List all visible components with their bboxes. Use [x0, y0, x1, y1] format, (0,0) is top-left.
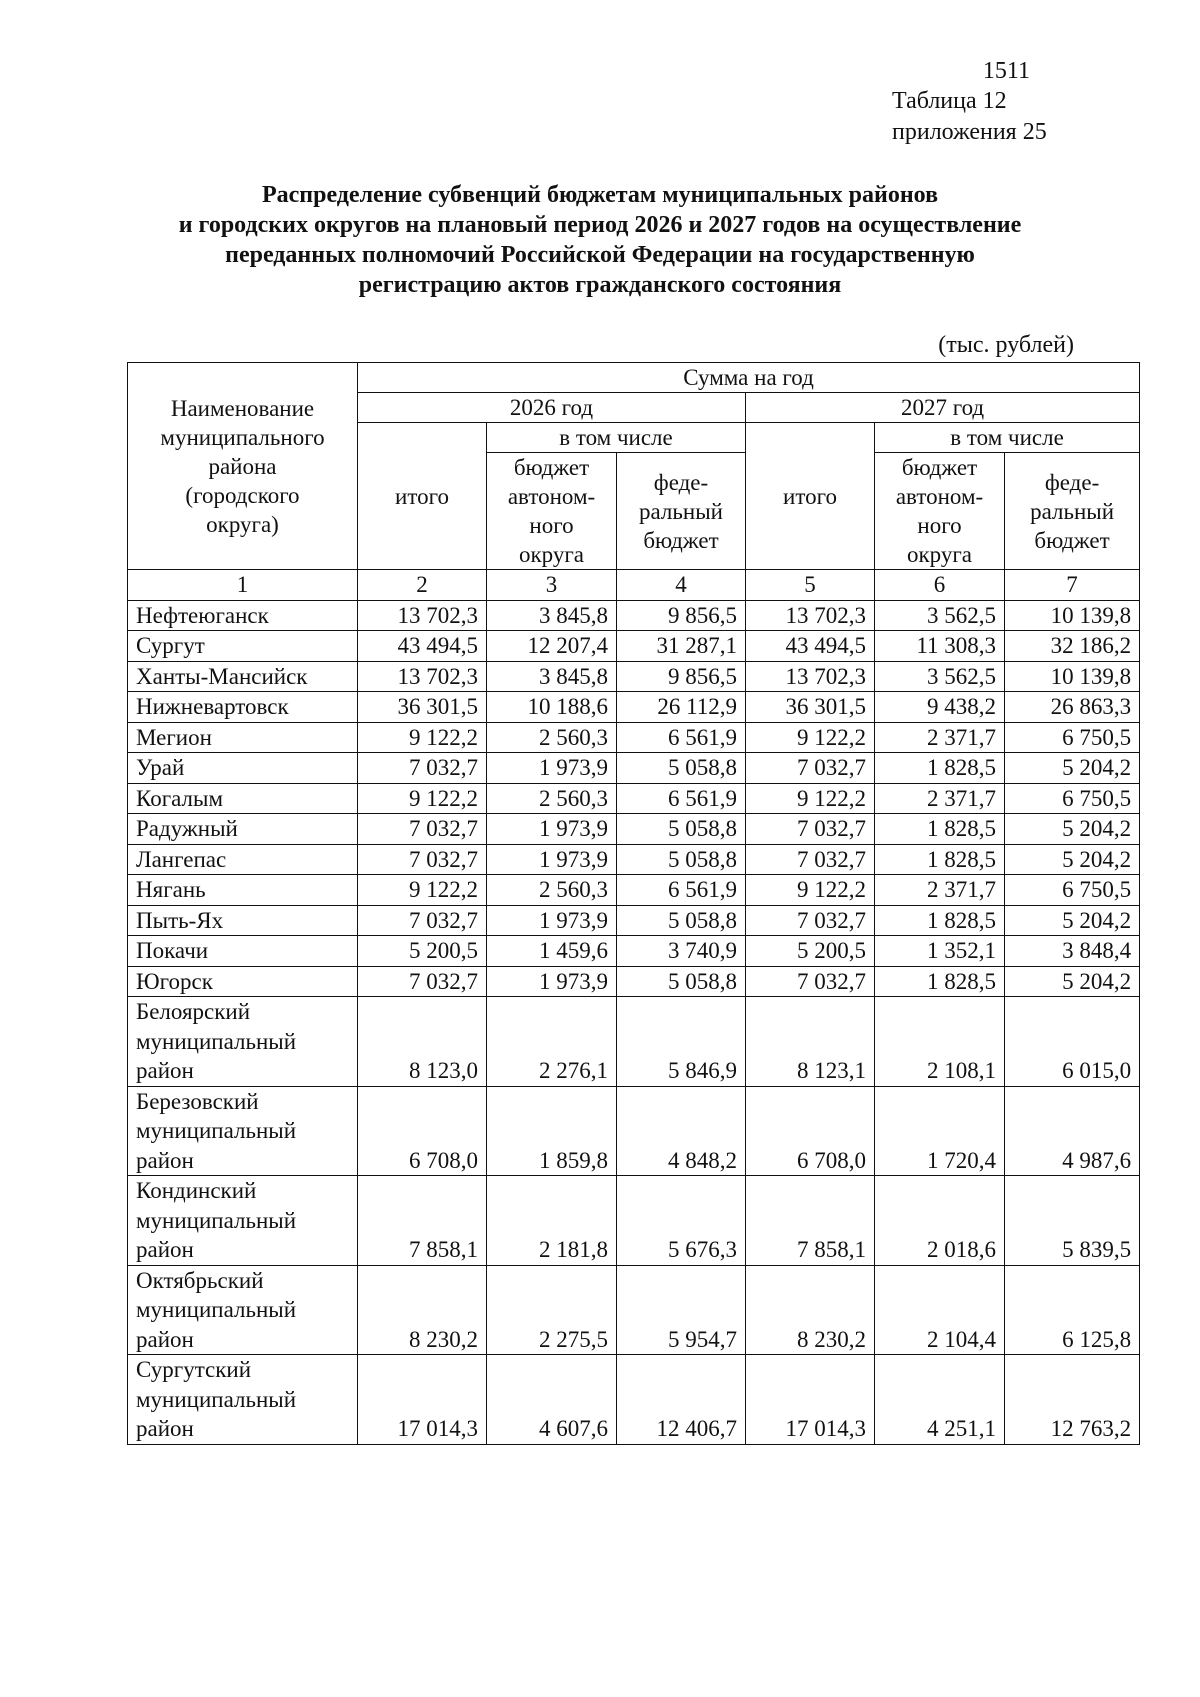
municipality-name: [128, 722, 358, 753]
value-cell: 2 560,3: [487, 783, 617, 814]
municipality-name-line: Когалым: [136, 785, 224, 811]
table-row: [128, 1086, 1140, 1176]
value-cell: 5 204,2: [1005, 905, 1140, 936]
value-cell: 13 702,3: [746, 600, 875, 631]
column-number: 7: [1005, 570, 1140, 601]
value-cell: 43 494,5: [358, 631, 487, 662]
value-cell: 2 560,3: [487, 875, 617, 906]
value-cell: 6 015,0: [1005, 997, 1140, 1087]
municipality-name: [128, 1265, 358, 1355]
municipality-name: [128, 875, 358, 906]
value-cell: 12 763,2: [1005, 1355, 1140, 1445]
value-cell: 5 200,5: [746, 936, 875, 967]
value-cell: 17 014,3: [358, 1355, 487, 1445]
municipality-name: [128, 905, 358, 936]
column-number: 6: [875, 570, 1005, 601]
value-cell: 1 828,5: [875, 966, 1005, 997]
municipality-name-line: муниципальный: [136, 1297, 297, 1322]
value-cell: 1 828,5: [875, 753, 1005, 784]
value-cell: 6 561,9: [617, 875, 746, 906]
value-cell: 26 112,9: [617, 692, 746, 723]
municipality-name-line: район: [136, 1147, 194, 1173]
municipality-name: [128, 600, 358, 631]
column-number: 3: [487, 570, 617, 601]
municipality-name: [128, 814, 358, 845]
municipality-name: [128, 997, 358, 1087]
value-cell: 6 561,9: [617, 722, 746, 753]
value-cell: 1 720,4: [875, 1086, 1005, 1176]
table-row: [128, 1265, 1140, 1355]
header-line: феде-: [1044, 469, 1100, 495]
municipality-name-line: Пыть-Ях: [136, 907, 224, 933]
value-cell: 2 108,1: [875, 997, 1005, 1087]
municipality-name-line: Нягань: [136, 877, 206, 902]
value-cell: 9 122,2: [358, 783, 487, 814]
value-cell: 1 828,5: [875, 905, 1005, 936]
value-cell: 6 561,9: [617, 783, 746, 814]
header-total-2027: итого: [746, 423, 875, 570]
header-sum-per-year: Сумма на год: [358, 363, 1140, 393]
value-cell: 32 186,2: [1005, 631, 1140, 662]
value-cell: 1 973,9: [487, 905, 617, 936]
value-cell: 3 740,9: [617, 936, 746, 967]
value-cell: 3 562,5: [875, 661, 1005, 692]
table-row: [128, 661, 1140, 692]
header-year-2026: 2026 год: [358, 393, 746, 423]
value-cell: 5 204,2: [1005, 753, 1140, 784]
value-cell: 5 058,8: [617, 814, 746, 845]
municipality-name-line: Октябрьский: [136, 1267, 264, 1293]
title-line: и городских округов на плановый период 2026 и 2027 годов на осуществление: [178, 212, 1022, 238]
table-row: [128, 600, 1140, 631]
header-line: ральный: [639, 498, 723, 524]
value-cell: 6 750,5: [1005, 783, 1140, 814]
municipality-name-line: муниципальный: [136, 1118, 297, 1143]
value-cell: 11 308,3: [875, 631, 1005, 662]
value-cell: 12 406,7: [617, 1355, 746, 1445]
table-row: [128, 966, 1140, 997]
value-cell: 10 188,6: [487, 692, 617, 723]
value-cell: 4 251,1: [875, 1355, 1005, 1445]
value-cell: 6 125,8: [1005, 1265, 1140, 1355]
municipality-name-line: район: [136, 1058, 194, 1083]
value-cell: 13 702,3: [358, 661, 487, 692]
value-cell: 5 058,8: [617, 844, 746, 875]
municipality-name-line: Кондинский: [136, 1178, 257, 1203]
table-row: [128, 997, 1140, 1087]
column-number: 2: [358, 570, 487, 601]
header-year-2027: 2027 год: [746, 393, 1140, 423]
value-cell: 5 058,8: [617, 905, 746, 936]
municipality-name-line: Урай: [136, 755, 185, 780]
header-federal-budget-2026: [617, 453, 746, 570]
value-cell: 7 032,7: [746, 844, 875, 875]
column-number: 1: [128, 570, 358, 601]
value-cell: 3 848,4: [1005, 936, 1140, 967]
table-row: [128, 692, 1140, 723]
table-row: [128, 905, 1140, 936]
header-line: муниципального: [160, 424, 325, 450]
municipality-name-line: Ханты-Мансийск: [136, 663, 308, 689]
value-cell: 1 973,9: [487, 814, 617, 845]
table-row: [128, 814, 1140, 845]
value-cell: 2 104,4: [875, 1265, 1005, 1355]
value-cell: 1 973,9: [487, 753, 617, 784]
column-number: 4: [617, 570, 746, 601]
page-number: 1511: [982, 58, 1030, 84]
municipality-name-line: муниципальный: [136, 1386, 297, 1412]
document-title: [130, 180, 1070, 300]
header-line: бюджет: [901, 455, 978, 480]
municipality-name-line: Радужный: [136, 816, 238, 841]
header-line: бюджет: [1034, 527, 1110, 553]
title-line: регистрацию актов гражданского состояния: [358, 272, 842, 298]
value-cell: 6 750,5: [1005, 875, 1140, 906]
municipality-name-line: Нефтеюганск: [136, 602, 269, 628]
header-federal-budget-2027: [1005, 453, 1140, 570]
value-cell: 1 352,1: [875, 936, 1005, 967]
value-cell: 13 702,3: [746, 661, 875, 692]
municipality-name: [128, 753, 358, 784]
value-cell: 8 123,1: [746, 997, 875, 1087]
municipality-name-line: Белоярский: [136, 999, 251, 1024]
municipality-name-line: Березовский: [136, 1088, 259, 1114]
value-cell: 31 287,1: [617, 631, 746, 662]
table-row: [128, 783, 1140, 814]
value-cell: 1 828,5: [875, 814, 1005, 845]
header-regional-budget-2026: [487, 453, 617, 570]
table-reference: [892, 86, 1072, 148]
header-line: района: [208, 453, 277, 479]
header-line: округа: [906, 542, 972, 567]
header-line: ного: [529, 513, 574, 538]
value-cell: 8 123,0: [358, 997, 487, 1087]
municipality-name-line: Югорск: [136, 968, 213, 994]
municipality-name-line: Покачи: [136, 938, 209, 963]
value-cell: 3 562,5: [875, 600, 1005, 631]
value-cell: 7 032,7: [358, 966, 487, 997]
value-cell: 5 954,7: [617, 1265, 746, 1355]
value-cell: 6 708,0: [358, 1086, 487, 1176]
header-line: (городского: [185, 482, 300, 508]
value-cell: 9 856,5: [617, 600, 746, 631]
municipality-name: [128, 844, 358, 875]
header-including-2026: в том числе: [487, 423, 746, 453]
value-cell: 2 560,3: [487, 722, 617, 753]
value-cell: 2 371,7: [875, 722, 1005, 753]
value-cell: 5 676,3: [617, 1176, 746, 1266]
table-ref-line: Таблица 12: [892, 88, 1007, 114]
value-cell: 36 301,5: [358, 692, 487, 723]
title-line: Распределение субвенций бюджетам муниципальных районов: [261, 182, 939, 208]
value-cell: 5 204,2: [1005, 966, 1140, 997]
header-line: округа: [518, 542, 584, 567]
value-cell: 7 032,7: [746, 814, 875, 845]
municipality-name-line: муниципальный: [136, 1207, 297, 1233]
value-cell: 26 863,3: [1005, 692, 1140, 723]
header-line: бюджет: [643, 527, 719, 553]
value-cell: 9 856,5: [617, 661, 746, 692]
value-cell: 9 122,2: [358, 722, 487, 753]
header-total-2026: итого: [358, 423, 487, 570]
value-cell: 1 973,9: [487, 966, 617, 997]
value-cell: 9 122,2: [358, 875, 487, 906]
municipality-name-line: Сургут: [136, 633, 205, 658]
value-cell: 12 207,4: [487, 631, 617, 662]
value-cell: 10 139,8: [1005, 661, 1140, 692]
value-cell: 17 014,3: [746, 1355, 875, 1445]
value-cell: 9 122,2: [746, 783, 875, 814]
municipality-name: [128, 936, 358, 967]
value-cell: 2 371,7: [875, 783, 1005, 814]
value-cell: 1 459,6: [487, 936, 617, 967]
table-row: [128, 631, 1140, 662]
value-cell: 9 438,2: [875, 692, 1005, 723]
header-regional-budget-2027: [875, 453, 1005, 570]
header-including-2027: в том числе: [875, 423, 1140, 453]
table-row: [128, 722, 1140, 753]
value-cell: 36 301,5: [746, 692, 875, 723]
municipality-name-line: Лангепас: [136, 846, 227, 872]
municipality-name: [128, 783, 358, 814]
units-label: (тыс. рублей): [938, 332, 1074, 358]
value-cell: 3 845,8: [487, 600, 617, 631]
value-cell: 2 018,6: [875, 1176, 1005, 1266]
municipality-name-line: Мегион: [136, 724, 212, 750]
value-cell: 7 032,7: [358, 844, 487, 875]
column-number-row: [128, 570, 1140, 601]
value-cell: 7 032,7: [746, 905, 875, 936]
header-line: ральный: [1030, 498, 1115, 524]
municipality-name-line: район: [136, 1416, 194, 1441]
header-line: ного: [917, 513, 962, 538]
value-cell: 2 181,8: [487, 1176, 617, 1266]
table-row: [128, 875, 1140, 906]
value-cell: 1 828,5: [875, 844, 1005, 875]
value-cell: 7 032,7: [358, 814, 487, 845]
value-cell: 7 032,7: [746, 753, 875, 784]
value-cell: 5 846,9: [617, 997, 746, 1087]
value-cell: 5 058,8: [617, 966, 746, 997]
municipality-name: [128, 661, 358, 692]
value-cell: 3 845,8: [487, 661, 617, 692]
header-line: бюджет: [513, 455, 590, 480]
value-cell: 7 858,1: [358, 1176, 487, 1266]
value-cell: 6 750,5: [1005, 722, 1140, 753]
municipality-name: [128, 1086, 358, 1176]
municipality-name-line: Сургутский: [136, 1357, 252, 1382]
value-cell: 4 607,6: [487, 1355, 617, 1445]
value-cell: 43 494,5: [746, 631, 875, 662]
header-line: округа): [206, 511, 279, 537]
table-row: [128, 936, 1140, 967]
value-cell: 9 122,2: [746, 875, 875, 906]
value-cell: 7 032,7: [746, 966, 875, 997]
subventions-table: [127, 362, 1140, 1445]
value-cell: 5 204,2: [1005, 814, 1140, 845]
value-cell: 9 122,2: [746, 722, 875, 753]
value-cell: 8 230,2: [746, 1265, 875, 1355]
value-cell: 4 848,2: [617, 1086, 746, 1176]
column-number: 5: [746, 570, 875, 601]
table-body: [128, 600, 1140, 1444]
value-cell: 7 032,7: [358, 753, 487, 784]
value-cell: 5 058,8: [617, 753, 746, 784]
header-line: феде-: [653, 469, 709, 495]
value-cell: 5 839,5: [1005, 1176, 1140, 1266]
header-line: Наименование: [170, 395, 315, 421]
table-row: [128, 1176, 1140, 1266]
table-row: [128, 1355, 1140, 1445]
value-cell: 8 230,2: [358, 1265, 487, 1355]
municipality-name: [128, 692, 358, 723]
value-cell: 1 859,8: [487, 1086, 617, 1176]
value-cell: 13 702,3: [358, 600, 487, 631]
table-ref-line: приложения 25: [892, 119, 1047, 145]
header-name-col: [128, 363, 358, 570]
value-cell: 7 032,7: [358, 905, 487, 936]
table-row: [128, 844, 1140, 875]
value-cell: 5 200,5: [358, 936, 487, 967]
value-cell: 4 987,6: [1005, 1086, 1140, 1176]
value-cell: 10 139,8: [1005, 600, 1140, 631]
municipality-name-line: муниципальный: [136, 1028, 297, 1054]
value-cell: 6 708,0: [746, 1086, 875, 1176]
header-line: автоном-: [507, 484, 596, 509]
municipality-name: [128, 1176, 358, 1266]
municipality-name: [128, 966, 358, 997]
title-line: переданных полномочий Российской Федерации на государственную: [225, 242, 975, 268]
value-cell: 2 275,5: [487, 1265, 617, 1355]
header-line: автоном-: [895, 484, 984, 509]
value-cell: 2 371,7: [875, 875, 1005, 906]
municipality-name: [128, 1355, 358, 1445]
municipality-name-line: Нижневартовск: [136, 694, 289, 719]
municipality-name: [128, 631, 358, 662]
table-row: [128, 753, 1140, 784]
value-cell: 5 204,2: [1005, 844, 1140, 875]
value-cell: 7 858,1: [746, 1176, 875, 1266]
value-cell: 1 973,9: [487, 844, 617, 875]
value-cell: 2 276,1: [487, 997, 617, 1087]
municipality-name-line: район: [136, 1326, 194, 1352]
municipality-name-line: район: [136, 1237, 194, 1262]
